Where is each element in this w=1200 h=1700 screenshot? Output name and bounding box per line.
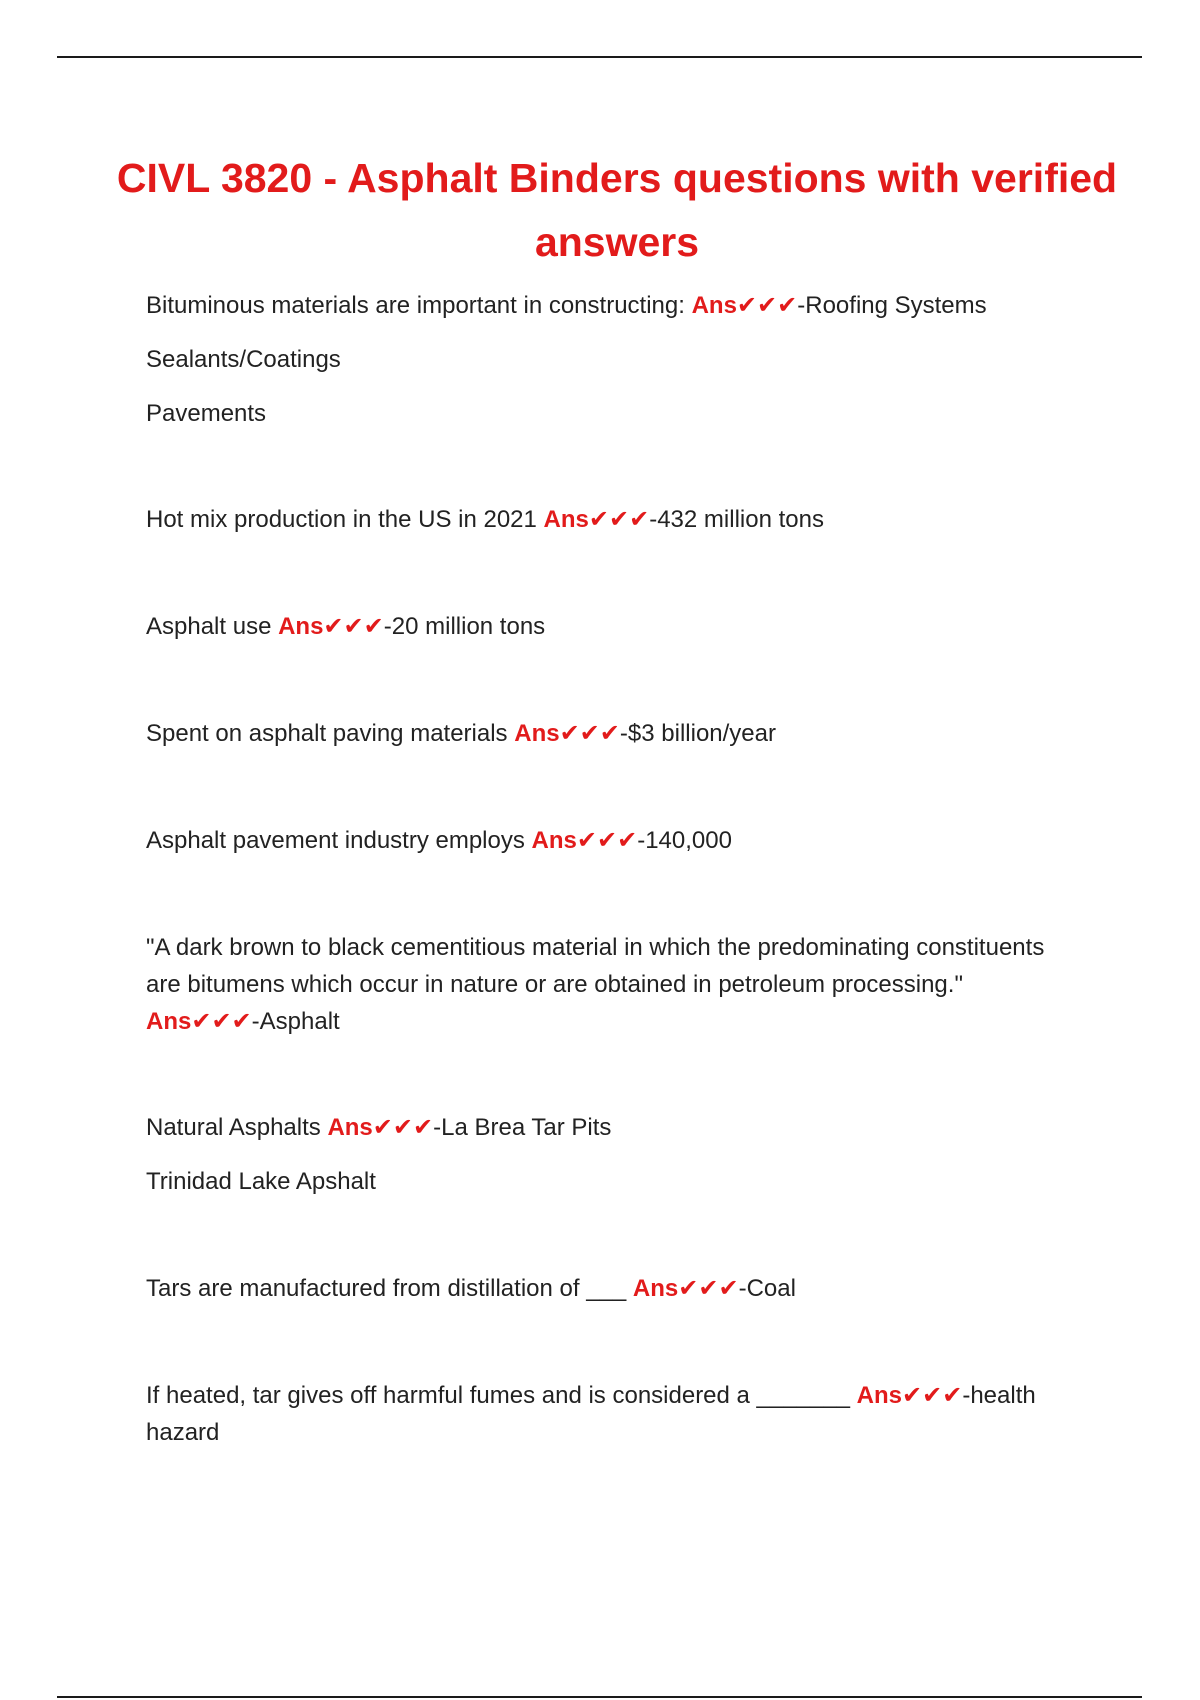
qa-item-4	[146, 715, 1076, 752]
answer-text: -Asphalt	[251, 1008, 340, 1035]
answer-marker: Ans✔✔✔	[514, 720, 620, 747]
answer-text: -La Brea Tar Pits	[433, 1114, 612, 1141]
answer-marker: Ans✔✔✔	[543, 506, 650, 533]
answer-extra-line: Pavements	[146, 400, 267, 427]
answer-text: -$3 billion/year	[619, 720, 776, 747]
answer-text: -Coal	[738, 1275, 796, 1302]
answer-marker: Ans✔✔✔	[327, 1114, 434, 1141]
answer-marker: Ans✔✔✔	[691, 292, 798, 319]
answer-marker: Ans✔✔✔	[632, 1275, 739, 1302]
answer-marker: Ans✔✔✔	[146, 1008, 252, 1035]
qa-item-9	[146, 1377, 1076, 1451]
question-text: Tars are manufactured from distillation of ___	[146, 1275, 633, 1302]
question-text: Natural Asphalts	[146, 1114, 328, 1141]
question-text: Asphalt pavement industry employs	[146, 827, 532, 854]
question-text: Bituminous materials are important in constructing:	[146, 292, 692, 319]
answer-text: -20 million tons	[383, 613, 546, 640]
question-text: Spent on asphalt paving materials	[146, 720, 515, 747]
qa-item-5	[146, 822, 1076, 859]
answer-text: -health hazard	[146, 1382, 1036, 1446]
answer-marker: Ans✔✔✔	[531, 827, 638, 854]
question-text: Asphalt use	[146, 613, 279, 640]
answer-marker: Ans✔✔✔	[278, 613, 384, 640]
answer-text: -432 million tons	[649, 506, 824, 533]
footer-rule	[57, 1696, 1142, 1698]
header-rule	[57, 56, 1142, 58]
qa-item-8	[146, 1270, 1076, 1307]
answer-text: -Roofing Systems	[797, 292, 987, 319]
qa-item-7	[146, 1109, 1076, 1200]
qa-item-6	[146, 929, 1076, 1040]
document-title: CIVL 3820 - Asphalt Binders questions with verified answers	[116, 155, 1118, 265]
question-text: If heated, tar gives off harmful fumes and is considered a _______	[146, 1382, 857, 1409]
qa-item-1	[146, 287, 1076, 432]
qa-item-3	[146, 608, 1076, 645]
question-text: "A dark brown to black cementitious material in which the predominating constituents are bitumens which occur in nature or are obtained in petroleum processing."	[146, 934, 1045, 998]
answer-marker: Ans✔✔✔	[856, 1382, 963, 1409]
answer-extra-line: Trinidad Lake Apshalt	[146, 1168, 376, 1195]
qa-item-2	[146, 501, 1076, 538]
question-text: Hot mix production in the US in 2021	[146, 506, 544, 533]
answer-text: -140,000	[637, 827, 732, 854]
answer-extra-line: Sealants/Coatings	[146, 346, 341, 373]
